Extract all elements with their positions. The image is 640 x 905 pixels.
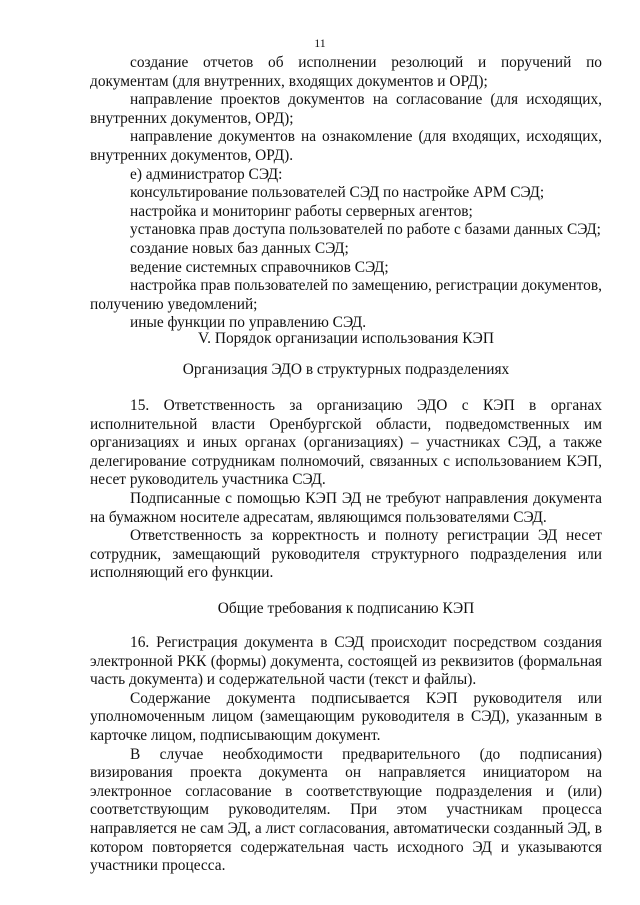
subheading: Общие требования к подписанию КЭП	[217, 600, 475, 617]
paragraph: установка прав доступа пользователей по работе с базами данных СЭД;	[130, 221, 601, 239]
paragraph: В случае необходимости предварительного (до подписания) визирования проекта документа он направляется инициатором на электронное согласование в соответствующие подразделения и (или) соответствующим руководителям. При этом участникам процесса направляется не сам ЭД, а лист согласования, автоматически созданный ЭД, в котором повторяется содержательная часть исходного ЭД и указываются участники процесса.	[90, 745, 602, 875]
subheading-block-1	[90, 361, 602, 380]
paragraph: создание новых баз данных СЭД;	[130, 239, 349, 257]
paragraph: иные функции по управлению СЭД.	[130, 314, 367, 332]
section-15	[90, 397, 602, 583]
subheading-block-2	[90, 600, 602, 619]
paragraph: создание отчетов об исполнении резолюций и поручений по документам (для внутренних, входящих документов и ОРД);	[90, 54, 602, 90]
paragraph: настройка прав пользователей по замещению, регистрации документов, получению уведомлений;	[90, 277, 602, 313]
section-heading-block	[90, 330, 602, 349]
paragraph: ведение системных справочников СЭД;	[130, 258, 389, 276]
paragraph: направление проектов документов на согласование (для исходящих, внутренних документов, ОРД);	[90, 91, 602, 127]
paragraph: 15. Ответственность за организацию ЭДО с КЭП в органах исполнительной власти Оренбургской области, подведомственных им организациях и иных органах (организациях) – участниках СЭД, а также делегирование сотрудникам полномочий, связанных с использованием КЭП, несет руководитель участника СЭД.	[90, 397, 602, 489]
page-number: 11	[314, 36, 326, 50]
paragraph: Содержание документа подписывается КЭП руководителя или уполномоченным лицом (замещающим руководителя в СЭД), указанным в карточке лицом, подписывающим документ.	[90, 689, 602, 744]
paragraph: е) администратор СЭД:	[130, 165, 283, 183]
section-16	[90, 634, 602, 876]
paragraph: настройка и мониторинг работы серверных агентов;	[130, 202, 473, 220]
paragraph: 16. Регистрация документа в СЭД происходит посредством создания электронной РКК (формы) документа, состоящей из реквизитов (формальная часть документа) и содержательной части (текст и файлы).	[90, 634, 602, 689]
paragraph: консультирование пользователей СЭД по настройке АРМ СЭД;	[130, 184, 545, 202]
subheading: Организация ЭДО в структурных подразделениях	[182, 361, 510, 378]
paragraph: Подписанные с помощью КЭП ЭД не требуют направления документа на бумажном носителе адресатам, являющимся пользователями СЭД.	[90, 489, 602, 526]
duties-list	[90, 54, 602, 333]
section-heading: V. Порядок организации использования КЭП	[198, 330, 494, 347]
paragraph: Ответственность за корректность и полноту регистрации ЭД несет сотрудник, замещающий руководителя структурного подразделения или исполняющий его функции.	[90, 527, 602, 582]
paragraph: направление документов на ознакомление (для входящих, исходящих, внутренних документов, ОРД).	[90, 128, 602, 164]
